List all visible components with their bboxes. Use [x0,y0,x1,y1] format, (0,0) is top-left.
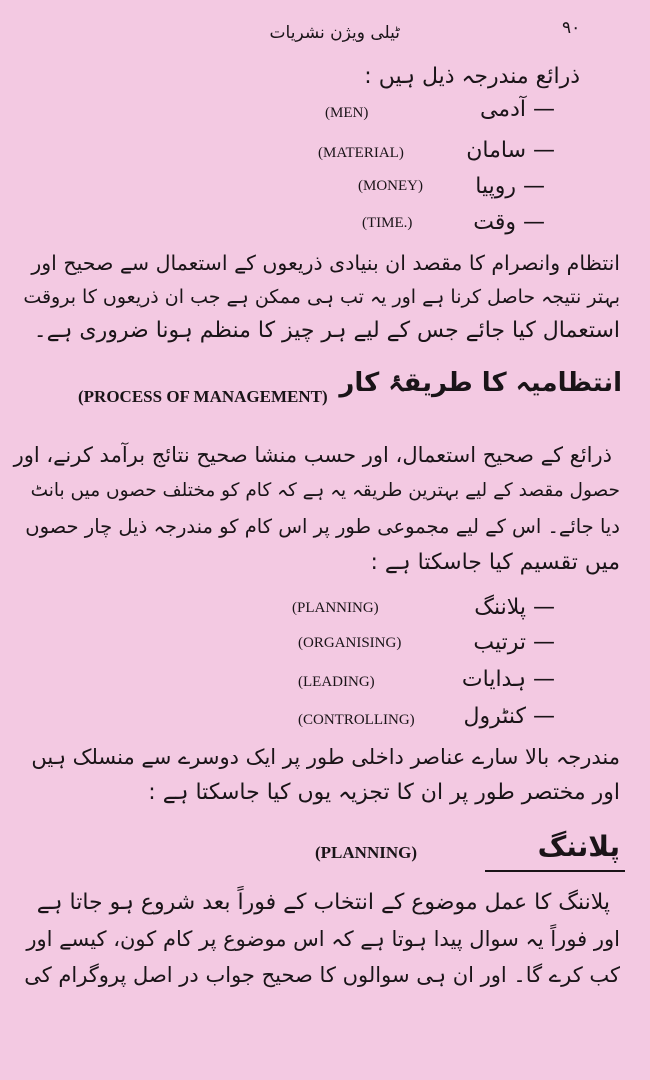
step-urdu-organising: — ترتیب [473,630,555,655]
paragraph-3-line-2: اور مختصر طور پر ان کا تجزیہ یوں کیا جاسکتا ہے : [148,780,620,805]
step-english-leading: (LEADING) [298,674,375,690]
paragraph-2-line-3: دیا جائے۔ اس کے لیے مجموعی طور پر اس کام کو مندرجہ ذیل چار حصوں [25,515,620,538]
resource-english-men: (MEN) [325,105,369,121]
running-title: ٹیلی ویژن نشریات [269,23,400,43]
resource-english-money: (MONEY) [358,178,423,194]
resource-english-material: (MATERIAL) [318,145,404,161]
step-urdu-leading: — ہدایات [461,667,555,692]
paragraph-3-line-1: مندرجہ بالا سارے عناصر داخلی طور پر ایک دوسرے سے منسلک ہیں [31,745,620,769]
page-number: ۹۰ [562,18,581,37]
paragraph-4-line-3: کب کرے گا۔ اور ان ہی سوالوں کا صحیح جواب در اصل پروگرام کی [24,963,620,987]
section-heading-urdu-process: انتظامیہ کا طریقۂ کار [339,368,622,398]
step-english-organising: (ORGANISING) [298,635,402,651]
section-heading-english-planning: (PLANNING) [315,843,417,862]
paragraph-1-line-2: بہتر نتیجہ حاصل کرنا ہے اور یہ تب ہی ممکن ہے جب ان ذریعوں کا بروقت [23,286,620,308]
section-heading-urdu-planning: پلاننگ [537,830,620,863]
paragraph-2-line-1: ذرائع کے صحیح استعمال، اور حسب منشا صحیح نتائج برآمد کرنے، اور [13,443,612,467]
paragraph-4-line-2: اور فوراً یہ سوال پیدا ہوتا ہے کہ اس موضوع پر کام کون، کیسے اور [26,927,620,951]
section-heading-english-process: (PROCESS OF MANAGEMENT) [78,387,328,406]
resource-english-time: (TIME.) [362,215,413,231]
paragraph-4-line-1: پلاننگ کا عمل موضوع کے انتخاب کے فوراً بعد شروع ہو جاتا ہے [36,890,610,915]
paragraph-2-line-2: حصول مقصد کے لیے بہترین طریقہ یہ ہے کہ کام کو مختلف حصوں میں بانٹ [30,480,620,501]
paragraph-2-line-4: میں تقسیم کیا جاسکتا ہے : [370,550,620,575]
step-english-controlling: (CONTROLLING) [298,712,415,728]
section-heading-underline [485,870,625,872]
resource-urdu-time: — وقت [473,210,545,235]
step-urdu-planning: — پلاننگ [474,595,555,620]
resource-urdu-men: — آدمی [479,97,555,122]
step-english-planning: (PLANNING) [292,600,379,616]
resource-urdu-material: — سامان [466,138,555,163]
resource-urdu-money: — روپیا [475,174,545,199]
paragraph-1-line-1: انتظام وانصرام کا مقصد ان بنیادی ذریعوں کے استعمال سے صحیح اور [31,251,620,275]
paragraph-1-line-3: استعمال کیا جائے جس کے لیے ہر چیز کا منظم ہونا ضروری ہے۔ [33,318,620,343]
intro-line: ذرائع مندرجہ ذیل ہیں : [364,64,580,89]
step-urdu-controlling: — کنٹرول [463,704,555,729]
